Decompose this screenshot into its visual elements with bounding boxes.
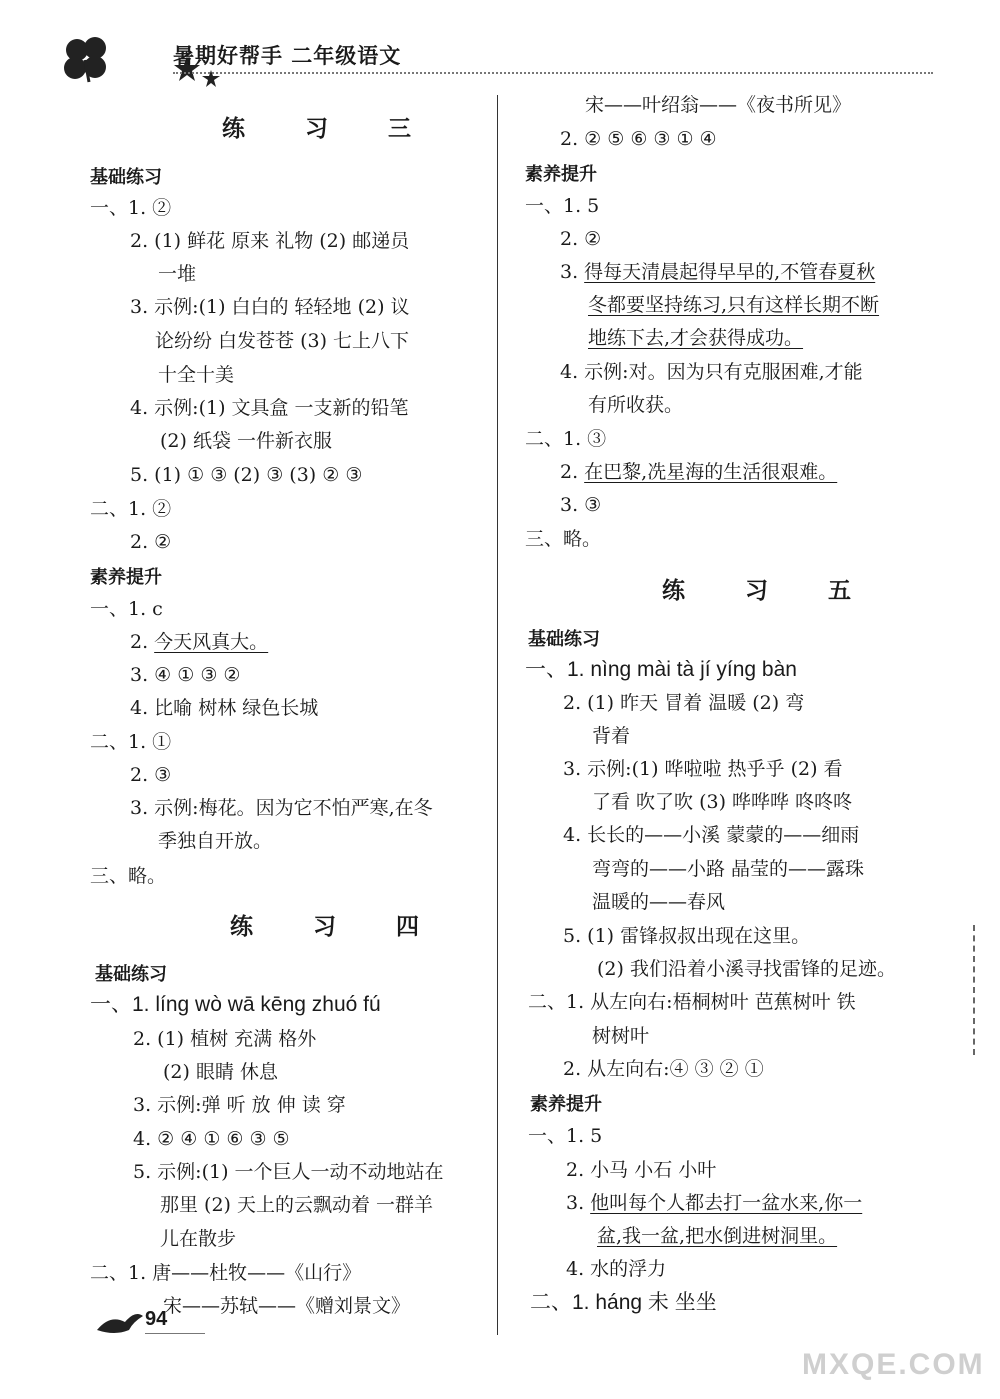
answer-line: 4. ② ④ ① ⑥ ③ ⑤ bbox=[133, 1128, 290, 1150]
answer-line: 冬都要坚持练习,只有这样长期不断 bbox=[588, 294, 880, 316]
page-number: 94 bbox=[145, 1308, 168, 1330]
answer-line: 3. 示例:弹 听 放 伸 读 穿 bbox=[133, 1094, 346, 1116]
answer-line: 3. 得每天清晨起得早早的,不管春夏秋 bbox=[560, 261, 876, 283]
answer-line: 2. 小马 小石 小叶 bbox=[566, 1159, 717, 1181]
answer-line: 一、1. nìng mài tà jí yíng bàn bbox=[525, 658, 797, 681]
answer-line: 3. 示例:(1) 白白的 轻轻地 (2) 议 bbox=[130, 296, 410, 318]
subsection-title: 基础练习 bbox=[95, 964, 167, 985]
answer-line: 宋——苏轼——《赠刘景文》 bbox=[163, 1295, 411, 1317]
answer-line: 2. ② bbox=[560, 228, 602, 250]
footer-rule bbox=[145, 1333, 205, 1334]
bird-icon bbox=[95, 1300, 145, 1340]
answer-line: 一、1. ② bbox=[90, 197, 172, 219]
answer-line: 5. (1) ① ③ (2) ③ (3) ② ③ bbox=[130, 464, 363, 486]
watermark-text: MXQE.COM bbox=[802, 1348, 985, 1381]
column-divider bbox=[497, 95, 498, 1335]
answer-line: 温暖的——春风 bbox=[592, 891, 726, 913]
answer-line: 一、1. c bbox=[90, 598, 163, 620]
answer-line: 2. (1) 昨天 冒着 温暖 (2) 弯 bbox=[563, 692, 805, 714]
subsection-title: 基础练习 bbox=[90, 167, 162, 188]
answer-line: 二、1. 唐——杜牧——《山行》 bbox=[90, 1262, 362, 1284]
answer-line: 一、1. líng wò wā kēng zhuó fú bbox=[90, 993, 381, 1016]
answer-line: 弯弯的——小路 晶莹的——露珠 bbox=[592, 858, 865, 880]
answer-line: 2. (1) 鲜花 原来 礼物 (2) 邮递员 bbox=[130, 230, 410, 252]
answer-line: 三、略。 bbox=[90, 865, 167, 887]
answer-line: (2) 我们沿着小溪寻找雷锋的足迹。 bbox=[597, 958, 896, 980]
answer-line: 二、1. ② bbox=[90, 498, 172, 520]
answer-line: 盆,我一盆,把水倒进树洞里。 bbox=[597, 1225, 838, 1247]
answer-line: 2. 从左向右:④ ③ ② ① bbox=[563, 1058, 764, 1080]
answer-line: 背着 bbox=[592, 725, 631, 747]
answer-line: 一、1. 5 bbox=[525, 195, 600, 217]
answer-line: 4. 示例:对。因为只有克服困难,才能 bbox=[560, 361, 863, 383]
subsection-title: 素养提升 bbox=[530, 1094, 602, 1115]
answer-line: 4. 示例:(1) 文具盒 一支新的铅笔 bbox=[130, 397, 409, 419]
answer-line: 4. 长长的——小溪 蒙蒙的——细雨 bbox=[563, 824, 860, 846]
answer-line: 宋——叶绍翁——《夜书所见》 bbox=[585, 94, 852, 116]
answer-line: 5. (1) 雷锋叔叔出现在这里。 bbox=[563, 925, 811, 947]
answer-line: 2. 今天风真大。 bbox=[130, 631, 269, 653]
answer-line: 2. 在巴黎,冼星海的生活很艰难。 bbox=[560, 461, 838, 483]
answer-line: 3. ③ bbox=[560, 494, 602, 516]
answer-line: 4. 比喻 树林 绿色长城 bbox=[130, 697, 319, 719]
page-header bbox=[55, 28, 935, 78]
answer-line: 论纷纷 白发苍苍 (3) 七上八下 bbox=[155, 330, 410, 352]
answer-line: 3. 示例:梅花。因为它不怕严寒,在冬 bbox=[130, 797, 433, 819]
answer-line: 二、1. ③ bbox=[525, 428, 607, 450]
answer-line: 5. 示例:(1) 一个巨人一动不动地站在 bbox=[133, 1161, 444, 1183]
answer-line: 3. 他叫每个人都去打一盆水来,你一 bbox=[566, 1192, 863, 1214]
answer-line: 一堆 bbox=[158, 263, 197, 285]
answer-line: 季独自开放。 bbox=[158, 830, 273, 852]
answer-line: 二、1. 从左向右:梧桐树叶 芭蕉树叶 铁 bbox=[528, 991, 856, 1013]
header-title: 暑期好帮手 二年级语文 bbox=[173, 44, 402, 68]
subsection-title: 基础练习 bbox=[528, 629, 600, 650]
answer-line: 儿在散步 bbox=[160, 1228, 237, 1250]
section-title: 练 习 四 bbox=[230, 914, 446, 940]
answer-line: 2. ② ⑤ ⑥ ③ ① ④ bbox=[560, 128, 717, 150]
answer-line: 树树叶 bbox=[592, 1025, 650, 1047]
section-title: 练 习 五 bbox=[662, 578, 878, 604]
answer-line: 三、略。 bbox=[525, 528, 602, 550]
answer-line: 3. ④ ① ③ ② bbox=[130, 664, 241, 686]
answer-line: 3. 示例:(1) 哗啦啦 热乎乎 (2) 看 bbox=[563, 758, 843, 780]
answer-line: 一、1. 5 bbox=[528, 1125, 603, 1147]
answer-line: (2) 纸袋 一件新衣服 bbox=[160, 430, 332, 452]
answer-line: 2. ② bbox=[130, 531, 172, 553]
clover-icon bbox=[59, 34, 119, 84]
answer-line: 4. 水的浮力 bbox=[566, 1258, 667, 1280]
header-rule bbox=[173, 72, 933, 74]
answer-line: 有所收获。 bbox=[588, 394, 684, 416]
answer-line: (2) 眼睛 休息 bbox=[163, 1061, 278, 1083]
answer-line: 十全十美 bbox=[158, 364, 235, 386]
answer-line: 2. ③ bbox=[130, 764, 172, 786]
answer-line: 2. (1) 植树 充满 格外 bbox=[133, 1028, 317, 1050]
subsection-title: 素养提升 bbox=[90, 567, 162, 588]
answer-line: 那里 (2) 天上的云飘动着 一群羊 bbox=[160, 1194, 434, 1216]
answer-line: 地练下去,才会获得成功。 bbox=[588, 327, 804, 349]
margin-mark bbox=[973, 925, 981, 1055]
watermark bbox=[802, 1330, 985, 1392]
subsection-title: 素养提升 bbox=[525, 164, 597, 185]
answer-line: 二、1. ① bbox=[90, 731, 172, 753]
answer-line: 二、1. háng 未 坐坐 bbox=[530, 1291, 717, 1314]
answer-line: 了看 吹了吹 (3) 哗哗哗 咚咚咚 bbox=[592, 791, 853, 813]
section-title: 练 习 三 bbox=[222, 116, 438, 142]
